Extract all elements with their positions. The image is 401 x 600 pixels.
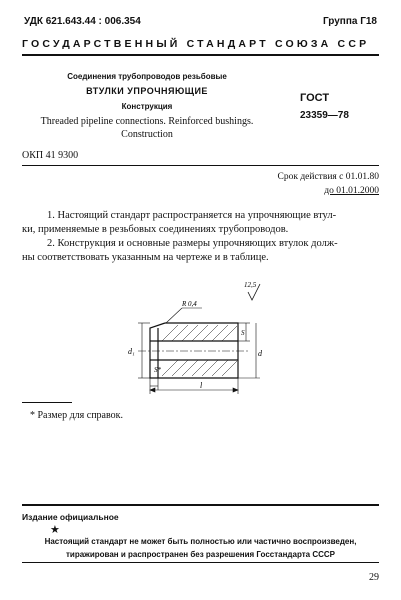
l-label: l	[200, 381, 203, 390]
para1-line2: ки, применяемые в резьбовых соединениях трубопроводов.	[22, 224, 289, 235]
section-hatching	[162, 325, 237, 376]
footer-rule	[22, 504, 379, 506]
s-star-label: S*	[154, 366, 161, 374]
d1-dimension	[138, 323, 150, 378]
footnote: * Размер для справок.	[30, 410, 123, 421]
d1-label: d₁	[128, 347, 135, 356]
title-subtitle-ru: Соединения трубопроводов резьбовые	[67, 72, 227, 81]
gost-label: ГОСТ	[300, 92, 330, 104]
state-standard-banner: ГОСУДАРСТВЕННЫЙ СТАНДАРТ СОЮЗА ССР	[22, 38, 370, 50]
bushing-outline	[150, 323, 238, 378]
star-icon: ★	[50, 524, 60, 536]
header-rule	[22, 54, 379, 56]
gost-number: 23359—78	[300, 110, 349, 121]
udk-code: УДК 621.643.44 : 006.354	[24, 16, 141, 27]
roughness-value: 12,5	[244, 281, 257, 289]
radius-leader	[166, 308, 182, 323]
page-number: 29	[369, 572, 379, 583]
title-en-line1: Threaded pipeline connections. Reinforced bushings.	[40, 116, 254, 127]
para2-line2: ны соответствовать указанным на чертеже и в таблице.	[22, 252, 269, 263]
validity-to: до 01.01.2000	[324, 186, 379, 196]
title-construction-ru: Конструкция	[121, 102, 173, 111]
validity-from: Срок действия с 01.01.80	[277, 172, 379, 182]
bushing-drawing	[120, 278, 280, 398]
title-en-line2: Construction	[121, 129, 173, 140]
group-code: Группа Г18	[322, 16, 377, 27]
d-label: d	[258, 349, 262, 358]
edition-label: Издание официальное	[22, 512, 119, 522]
s-label: S	[241, 329, 245, 337]
copyright-notice-line1: Настоящий стандарт не может быть полностью или частично воспроизведен,	[44, 537, 357, 546]
para2-line1: 2. Конструкция и основные размеры упрочняющих втулок долж-	[47, 238, 338, 249]
footnote-rule	[22, 402, 72, 403]
footer-bottom-rule	[22, 562, 379, 563]
l-dimension	[150, 378, 238, 394]
radius-label: R 0,4	[182, 300, 197, 308]
copyright-notice-line2: тиражирован и распространен без разрешения Госстандарта СССР	[66, 550, 335, 559]
title-main-ru: ВТУЛКИ УПРОЧНЯЮЩИЕ	[86, 86, 208, 96]
okp-code: ОКП 41 9300	[22, 150, 79, 161]
okp-rule	[22, 165, 379, 166]
para1-line1: 1. Настоящий стандарт распространяется на упрочняющие втул-	[47, 210, 337, 221]
